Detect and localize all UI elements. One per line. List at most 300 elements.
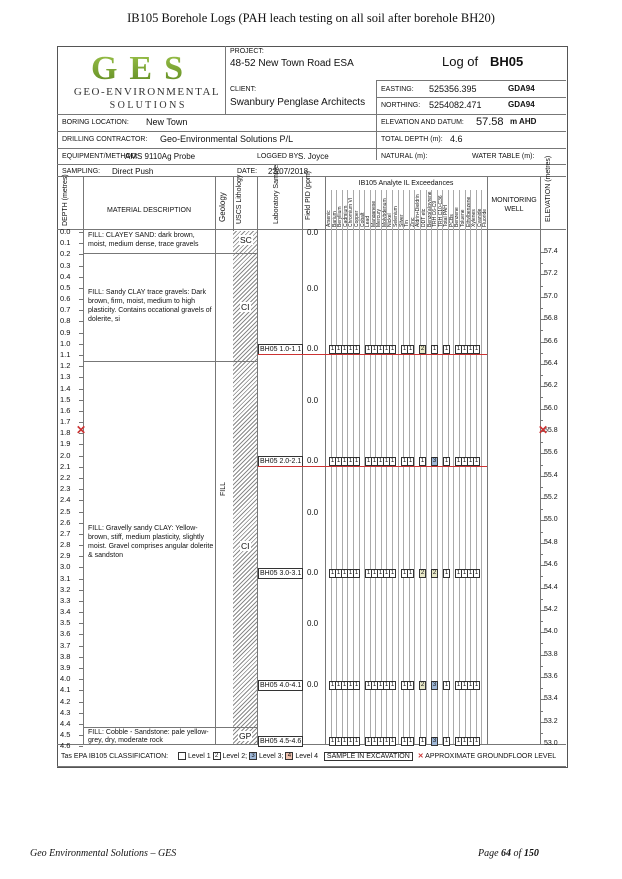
elevation-tick-label: 57.0 (544, 292, 558, 300)
sample-pid: 0.0 (307, 567, 319, 577)
elevation-tick-label: 56.0 (544, 404, 558, 412)
monitoring-col-header: MONITORING WELL (491, 197, 537, 213)
pid-value: 0.0 (307, 395, 319, 405)
analyte-level-box: 1 (342, 569, 347, 576)
elevation-minor-tick (540, 509, 543, 510)
elevation-tick-label: 54.6 (544, 561, 558, 569)
analyte-header: Beryllium (337, 206, 344, 227)
elevation-minor-tick (540, 375, 543, 376)
analyte-level-box: 1 (474, 458, 479, 465)
sample-label: BH05 4.5-4.6 (260, 737, 302, 745)
elevation-minor-tick (540, 576, 543, 577)
analyte-level-box: 1 (366, 737, 371, 744)
analyte-header: Selenium (393, 206, 400, 227)
elevation-tick-label: 53.6 (544, 672, 558, 680)
depth-tick (79, 579, 83, 580)
footer-company: Geo Environmental Solutions – GES (30, 848, 177, 859)
analyte-header: Silver (398, 214, 405, 227)
page-title: IB105 Borehole Logs (PAH leach testing on all soil after borehole BH20) (127, 11, 495, 25)
elevation-tick-label: 55.0 (544, 516, 558, 524)
sample-exceedance-line (258, 466, 487, 467)
legend-classification: Tas EPA IB105 CLASSIFICATION: (61, 753, 169, 760)
analyte-level-box: 1 (372, 681, 377, 688)
depth-tick (79, 411, 83, 412)
depth-tick (79, 243, 83, 244)
depth-tick-label: 2.1 (60, 461, 71, 471)
elevation-tick-label: 53.8 (544, 650, 558, 658)
elevation-minor-tick (540, 442, 543, 443)
sample-pid: 0.0 (307, 344, 319, 354)
analyte-level-box: 1 (402, 681, 407, 688)
elevation-tick-label: 55.8 (544, 427, 558, 434)
depth-tick (79, 344, 83, 345)
depth-tick (79, 500, 83, 501)
depth-tick-label: 2.4 (60, 495, 71, 505)
analyte-header: Chromium VI (348, 197, 355, 227)
depth-tick-label: 1.4 (60, 383, 71, 393)
groundfloor-marker-left: ✕ (76, 423, 87, 437)
uscs-sc: SC (240, 235, 252, 245)
depth-tick-label: 2.6 (60, 517, 71, 527)
analyte-level-box: 1 (384, 681, 389, 688)
analyte-level-box: 1 (468, 346, 473, 353)
depth-tick-label: 4.4 (60, 718, 71, 728)
elevation-tick-label: 57.4 (544, 248, 558, 256)
depth-tick (79, 389, 83, 390)
analyte-level-box: 1 (444, 681, 449, 688)
analyte-level-box: 1 (348, 458, 353, 465)
analyte-level-box: 1 (444, 458, 449, 465)
analyte-level-box: 1 (432, 346, 437, 353)
depth-tick-label: 1.5 (60, 394, 71, 404)
depth-tick (79, 668, 83, 669)
analyte-level-box: 1 (342, 737, 347, 744)
analyte-level-box: 1 (456, 346, 461, 353)
analyte-level-box: 1 (378, 458, 383, 465)
date: 23/07/2018 (268, 167, 309, 176)
analyte-header: Nickel (387, 213, 394, 227)
analyte-level-box: 1 (444, 737, 449, 744)
analyte-level-box: 1 (444, 346, 449, 353)
depth-tick (79, 735, 83, 736)
lab-col-header: Laboratory Sample (273, 164, 280, 224)
analyte-level-box: 1 (468, 681, 473, 688)
depth-tick (79, 232, 83, 233)
depth-tick-label: 3.7 (60, 640, 71, 650)
elevation-tick-label: 55.4 (544, 471, 558, 479)
depth-tick-label: 2.8 (60, 540, 71, 550)
depth-tick (79, 702, 83, 703)
logged-by: S. Joyce (298, 152, 329, 161)
depth-tick (79, 288, 83, 289)
analyte-level-box: 1 (336, 569, 341, 576)
layer-4-description: FILL: Cobble - Sandstone: pale yellow-grey, dry, moderate rock (88, 729, 209, 744)
analyte-level-box: 1 (474, 737, 479, 744)
analyte-level-box: 1 (456, 681, 461, 688)
depth-tick-label: 4.0 (60, 674, 71, 684)
elevation-minor-tick (540, 465, 543, 466)
analyte-header: Toluene (460, 209, 467, 227)
analyte-level-box: 1 (342, 681, 347, 688)
drilling-contractor: Geo-Environmental Solutions P/L (160, 134, 294, 144)
northing-datum: GDA94 (508, 100, 535, 109)
analyte-level-box: 1 (456, 569, 461, 576)
analyte-level-box: 1 (342, 346, 347, 353)
analyte-level-box: 1 (330, 681, 335, 688)
elevation-tick-label: 56.8 (544, 315, 558, 323)
analyte-level-box: 1 (468, 569, 473, 576)
equipment: AMS 9110Ag Probe (125, 152, 196, 161)
depth-tick (79, 478, 83, 479)
depth-tick-label: 1.1 (60, 349, 71, 359)
analyte-level-box: 1 (408, 681, 413, 688)
analyte-header: Barium (331, 211, 338, 227)
analyte-level-box: 1 (456, 458, 461, 465)
analyte-level-box: 1 (366, 458, 371, 465)
analyte-level-box: 1 (378, 681, 383, 688)
logged-label: LOGGED BY: (257, 153, 300, 160)
analyte-level-box: 1 (462, 346, 467, 353)
log-id: BH05 (490, 54, 524, 69)
depth-tick-label: 0.7 (60, 305, 71, 315)
depth-tick-label: 0.2 (60, 249, 71, 259)
elevation-tick-label: 55.6 (544, 449, 558, 457)
total-depth: 4.6 (450, 134, 463, 144)
elevation-minor-tick (540, 353, 543, 354)
legend-level1: Level 1 (188, 753, 211, 760)
depth-tick-label: 3.5 (60, 618, 71, 628)
analyte-level-box: 1 (390, 346, 395, 353)
depth-tick (79, 724, 83, 725)
elevation-minor-tick (540, 330, 543, 331)
equipment-label: EQUIPMENT/METHOD: (62, 153, 138, 160)
elevation-tick-label: 53.2 (544, 717, 558, 725)
analyte-level-box: 1 (390, 569, 395, 576)
layer-3-description: FILL: Gravelly sandy CLAY: Yellow-brown, stiff, medium plasticity, slightly moist. Gravel comprises angular dolerite & sandston (88, 525, 214, 559)
depth-tick-label: 1.8 (60, 428, 71, 438)
analyte-level-box: 1 (402, 737, 407, 744)
depth-tick-label: 3.8 (60, 651, 71, 661)
analyte-level-box: 1 (444, 569, 449, 576)
depth-tick-label: 4.5 (60, 730, 71, 740)
analyte-level-box: 1 (402, 458, 407, 465)
depth-tick-label: 1.0 (60, 338, 71, 348)
analyte-level-box: 1 (474, 681, 479, 688)
analyte-level-box: 1 (402, 569, 407, 576)
analyte-level-box: 1 (372, 346, 377, 353)
elevation-tick-label: 56.4 (544, 359, 558, 367)
depth-tick (79, 299, 83, 300)
analyte-header: Zinc (409, 217, 416, 227)
analyte-level-box: 1 (408, 569, 413, 576)
analyte-level-box: 2 (432, 569, 437, 576)
analyte-level-box: 1 (378, 737, 383, 744)
legend-level4: Level 4 (295, 753, 318, 760)
legend-excavation: SAMPLE IN EXCAVATION (324, 752, 413, 761)
uscs-gp: GP (239, 731, 252, 741)
analyte-level-box: 1 (468, 737, 473, 744)
elevation-tick-label: 53.0 (544, 740, 558, 748)
analyte-level-box: 1 (330, 569, 335, 576)
depth-tick (79, 254, 83, 255)
analyte-level-box: 1 (354, 681, 359, 688)
analyte-level-box: 1 (372, 737, 377, 744)
sample-label: BH05 2.0-2.1 (260, 458, 302, 466)
northing-value: 5254082.471 (429, 100, 482, 110)
depth-tick-label: 3.3 (60, 595, 71, 605)
easting-value: 525356.395 (429, 84, 477, 94)
analyte-level-box: 1 (420, 737, 425, 744)
analyte-level-box: 1 (330, 346, 335, 353)
pid-value: 0.0 (307, 619, 319, 629)
analyte-level-box: 1 (384, 737, 389, 744)
analyte-level-box: 1 (348, 737, 353, 744)
layer-2-description: FILL: Sandy CLAY trace gravels: Dark brown, firm, moist, medium to high plasticity. Contains occational gravels of dolerite, si (88, 289, 212, 323)
analyte-level-box: 1 (348, 681, 353, 688)
elevation-minor-tick (540, 532, 543, 533)
geology-col-header: Geology (218, 192, 227, 222)
depth-tick-label: 0.5 (60, 282, 71, 292)
analyte-level-box: 1 (390, 737, 395, 744)
elevation-tick-label: 54.4 (544, 583, 558, 591)
depth-tick-label: 0.8 (60, 316, 71, 326)
logo-line2: S O L U T I O N S (109, 100, 185, 111)
analyte-header: DDT etc (420, 208, 427, 227)
analyte-header: Fluoride (482, 208, 489, 227)
analyte-header: Molybdenum (381, 198, 388, 227)
analyte-level-box: 1 (420, 458, 425, 465)
analytes-title: IB105 Analyte IL Exceedances (358, 180, 454, 187)
analyte-header: Total PAH (443, 205, 450, 227)
elevation-minor-tick (540, 688, 543, 689)
sample-exceedance-line (258, 354, 487, 355)
depth-tick (79, 646, 83, 647)
analyte-level-box: 1 (354, 458, 359, 465)
analyte-header: Cobalt (359, 212, 366, 227)
analyte-level-box: 1 (336, 737, 341, 744)
sample-label: BH05 4.0-4.1 (260, 681, 302, 689)
analyte-header: Xylenes (471, 209, 478, 227)
analyte-level-box: 1 (372, 569, 377, 576)
elevation-label: ELEVATION AND DATUM: (381, 119, 464, 126)
log-of-label: Log of (442, 54, 479, 69)
legend-groundfloor-icon: ✕ (417, 753, 424, 760)
depth-tick (79, 523, 83, 524)
elevation-minor-tick (540, 643, 543, 644)
analyte-level-box: 1 (462, 458, 467, 465)
project-label: PROJECT: (230, 48, 264, 55)
analyte-level-box: 1 (354, 346, 359, 353)
elevation-minor-tick (540, 286, 543, 287)
depth-tick-label: 2.3 (60, 484, 71, 494)
depth-tick-label: 1.9 (60, 439, 71, 449)
ges-logo: GES (86, 51, 200, 86)
analyte-header: Cadmium (342, 205, 349, 227)
depth-tick (79, 545, 83, 546)
analyte-level-box: 1 (348, 346, 353, 353)
analyte-level-box: 1 (348, 569, 353, 576)
boring-location: New Town (146, 117, 188, 127)
logo-line1: GEO-ENVIRONMENTAL (73, 86, 221, 98)
depth-tick (79, 634, 83, 635)
elevation-minor-tick (540, 666, 543, 667)
legend-box-1 (178, 752, 186, 760)
depth-tick (79, 713, 83, 714)
analyte-level-box: 1 (408, 346, 413, 353)
analyte-level-box: 1 (462, 681, 467, 688)
analyte-level-box: 3 (432, 681, 437, 688)
date-label: DATE: (237, 168, 258, 175)
analyte-level-box: 1 (384, 458, 389, 465)
depth-tick-label: 3.6 (60, 629, 71, 639)
analyte-level-box: 1 (390, 681, 395, 688)
depth-tick (79, 601, 83, 602)
elevation-tick-label: 55.2 (544, 494, 558, 502)
analyte-level-box: 1 (336, 458, 341, 465)
elevation-tick-label: 54.2 (544, 605, 558, 613)
sample-label: BH05 1.0-1.1 (260, 346, 302, 354)
depth-tick-label: 3.9 (60, 663, 71, 673)
depth-tick (79, 310, 83, 311)
sample-pid: 0.0 (307, 456, 319, 466)
legend-level2: Level 2; (222, 753, 248, 760)
depth-tick-label: 1.2 (60, 361, 71, 371)
analyte-level-box: 1 (372, 458, 377, 465)
legend (61, 752, 556, 760)
sampling-method: Direct Push (112, 167, 154, 176)
depth-tick-label: 4.6 (60, 741, 71, 751)
analyte-level-box: 1 (474, 346, 479, 353)
depth-tick (79, 333, 83, 334)
elevation-tick-label: 54.0 (544, 628, 558, 636)
analyte-header: Copper (353, 210, 360, 227)
pid-col-header: Field PID (ppm) (305, 170, 312, 220)
depth-tick-label: 3.1 (60, 573, 71, 583)
analyte-header: TRH C10-C36 (437, 195, 444, 227)
client-name: Swanbury Penglase Architects (230, 97, 366, 108)
depth-tick-label: 0.3 (60, 260, 71, 270)
uscs-ci-1: CI (241, 302, 250, 312)
analyte-level-box: 1 (408, 737, 413, 744)
depth-tick-label: 0.9 (60, 327, 71, 337)
analyte-header: Lead (365, 215, 372, 227)
depth-tick-label: 1.6 (60, 405, 71, 415)
depth-tick (79, 444, 83, 445)
legend-box-2: 2 (213, 752, 221, 760)
elevation-tick-label: 57.2 (544, 270, 558, 278)
depth-tick-label: 2.0 (60, 450, 71, 460)
elevation-col-header: ELEVATION (metres) (545, 155, 552, 222)
uscs-ci-2: CI (241, 541, 250, 551)
analyte-header: Manganese (370, 200, 377, 227)
depth-tick (79, 456, 83, 457)
elevation-minor-tick (540, 487, 543, 488)
elevation-unit: m AHD (510, 117, 537, 126)
depth-tick-label: 2.2 (60, 472, 71, 482)
analyte-level-box: 1 (474, 569, 479, 576)
analyte-header: TRH C6-C9 (432, 200, 439, 227)
natural-label: NATURAL (m): (381, 153, 428, 160)
analyte-header: Arsenic (326, 210, 332, 227)
depth-tick (79, 567, 83, 568)
analyte-header: Aldrin+Dieldrin (415, 194, 422, 227)
analyte-level-box: 2 (420, 569, 425, 576)
elevation-minor-tick (540, 733, 543, 734)
analyte-header: PCBs (448, 214, 455, 227)
depth-tick (79, 556, 83, 557)
analyte-header: Tin (404, 220, 411, 227)
depth-tick (79, 377, 83, 378)
footer-page: Page 64 of 150 (478, 848, 539, 859)
depth-tick-label: 0.4 (60, 271, 71, 281)
depth-tick-label: 2.5 (60, 506, 71, 516)
depth-tick (79, 590, 83, 591)
analyte-level-box: 1 (336, 346, 341, 353)
depth-tick (79, 355, 83, 356)
elevation-minor-tick (540, 599, 543, 600)
groundfloor-marker-right: ✕ (538, 423, 549, 437)
project-name: 48-52 New Town Road ESA (230, 58, 354, 69)
depth-tick-label: 4.3 (60, 707, 71, 717)
sampling-label: SAMPLING: (62, 168, 101, 175)
pid-value: 0.0 (307, 228, 319, 237)
analyte-level-box: 1 (402, 346, 407, 353)
analyte-level-box: 1 (366, 681, 371, 688)
elevation-minor-tick (540, 263, 543, 264)
geology-fill: FILL (220, 481, 227, 496)
drilling-label: DRILLING CONTRACTOR: (62, 136, 148, 143)
depth-tick-label: 1.3 (60, 372, 71, 382)
depth-col-header: DEPTH (metres) (62, 174, 69, 226)
elevation-tick-label: 56.2 (544, 382, 558, 390)
analyte-level-box: 2 (420, 346, 425, 353)
analyte-level-box: 1 (366, 346, 371, 353)
analyte-level-box: 1 (342, 458, 347, 465)
analyte-level-box: 1 (456, 737, 461, 744)
depth-tick-label: 2.9 (60, 551, 71, 561)
elevation-minor-tick (540, 420, 543, 421)
legend-box-4: 4 (285, 752, 293, 760)
analyte-level-box: 1 (330, 737, 335, 744)
depth-tick (79, 321, 83, 322)
depth-tick (79, 277, 83, 278)
elevation-tick-label: 54.8 (544, 538, 558, 546)
analyte-level-box: 2 (420, 681, 425, 688)
analyte-header: Ethylbenzene (465, 196, 472, 227)
material-col-header: MATERIAL DESCRIPTION (106, 207, 191, 214)
legend-groundfloor: APPROXIMATE GROUNDFLOOR LEVEL (425, 753, 557, 760)
elevation-value: 57.58 (476, 116, 504, 128)
elevation-minor-tick (540, 711, 543, 712)
pid-value: 0.0 (307, 507, 319, 517)
analyte-level-box: 3 (432, 737, 437, 744)
sample-pid: 0.0 (307, 679, 319, 689)
analyte-level-box: 1 (408, 458, 413, 465)
sample-label: BH05 3.0-3.1 (260, 569, 302, 577)
depth-tick (79, 623, 83, 624)
pid-value: 0.0 (307, 283, 319, 293)
analyte-header: Benzo(a)pyrene (426, 191, 433, 227)
analyte-level-box: 1 (462, 737, 467, 744)
northing-label: NORTHING: (381, 102, 421, 109)
legend-level3: Level 3; (258, 753, 284, 760)
analyte-level-box: 1 (378, 346, 383, 353)
elevation-minor-tick (540, 621, 543, 622)
depth-tick (79, 467, 83, 468)
depth-tick (79, 366, 83, 367)
analyte-level-box: 1 (468, 458, 473, 465)
depth-tick (79, 534, 83, 535)
